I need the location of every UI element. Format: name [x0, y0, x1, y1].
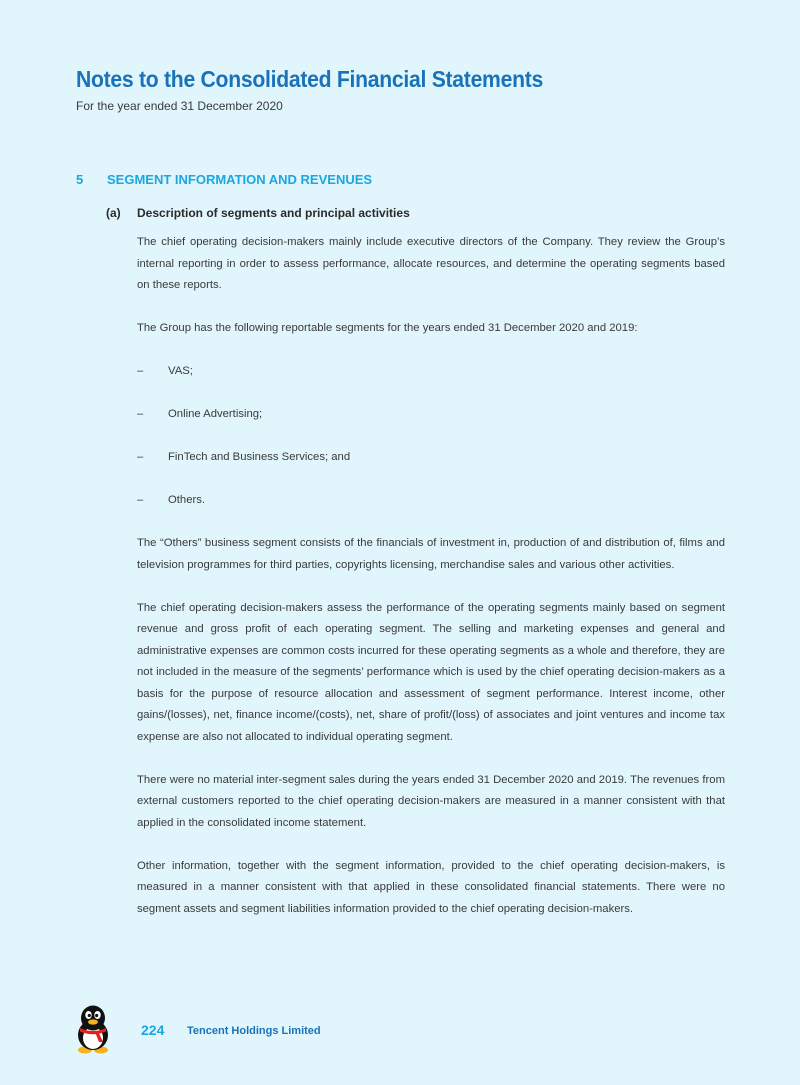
- section-heading: [76, 172, 372, 187]
- list-item: [137, 361, 725, 383]
- section-title: SEGMENT INFORMATION AND REVENUES: [107, 172, 373, 187]
- subsection-heading: [106, 206, 410, 220]
- page-subtitle: For the year ended 31 December 2020: [76, 99, 283, 113]
- paragraph: The “Others” business segment consists of the financials of investment in, production of and distribution of, films and television programmes for third parties, copyrights licensing, merchandise sales and various other activities.: [137, 537, 725, 571]
- list-item: [137, 404, 725, 426]
- list-item-text: VAS;: [168, 365, 193, 377]
- bullet-dash: –: [137, 365, 144, 377]
- company-name: Tencent Holdings Limited: [187, 1025, 321, 1037]
- bullet-dash: –: [137, 408, 144, 420]
- paragraph: The chief operating decision-makers assess the performance of the operating segments mainly based on segment revenue and gross profit of each operating segment. The selling and marketing expenses and general and administrative expenses are common costs incurred for these operating segments as a whole and therefore, they are not included in the measure of the segments’ performance which is used by the chief operating decision-makers as a basis for the purpose of resource allocation and assessment of segment performance. Interest income, other gains/(losses), net, finance income/(costs), net, share of profit/(loss) of associates and joint ventures and income tax expense are also not allocated to individual operating segment.: [137, 601, 725, 743]
- list-item-text: Online Advertising;: [168, 408, 263, 420]
- section-number: 5: [76, 172, 84, 187]
- penguin-logo-icon: [72, 1004, 114, 1054]
- subsection-title: Description of segments and principal activities: [137, 206, 410, 220]
- page-title: Notes to the Consolidated Financial Statements: [76, 66, 544, 92]
- bullet-dash: –: [137, 494, 144, 506]
- list-item: [137, 447, 725, 469]
- body-text: [137, 232, 725, 942]
- paragraph: The Group has the following reportable segments for the years ended 31 December 2020 and 2019:: [137, 322, 638, 334]
- subsection-letter: (a): [106, 206, 121, 220]
- paragraph: There were no material inter-segment sales during the years ended 31 December 2020 and 2019. The revenues from external customers reported to the chief operating decision-makers are measured in a manner consistent with that applied in the consolidated income statement.: [137, 773, 725, 829]
- list-item: [137, 490, 725, 512]
- list-item-text: Others.: [168, 494, 206, 506]
- page-number: 224: [141, 1022, 165, 1038]
- paragraph: Other information, together with the segment information, provided to the chief operating decision-makers, is measured in a manner consistent with that applied in these consolidated financial statements. There were no segment assets and segment liabilities information provided to the chief operating decision-makers.: [137, 859, 725, 915]
- bullet-dash: –: [137, 451, 144, 463]
- paragraph: The chief operating decision-makers mainly include executive directors of the Company. They review the Group’s internal reporting in order to assess performance, allocate resources, and determine the operating segments based on these reports.: [137, 236, 725, 291]
- list-item-text: FinTech and Business Services; and: [168, 451, 351, 463]
